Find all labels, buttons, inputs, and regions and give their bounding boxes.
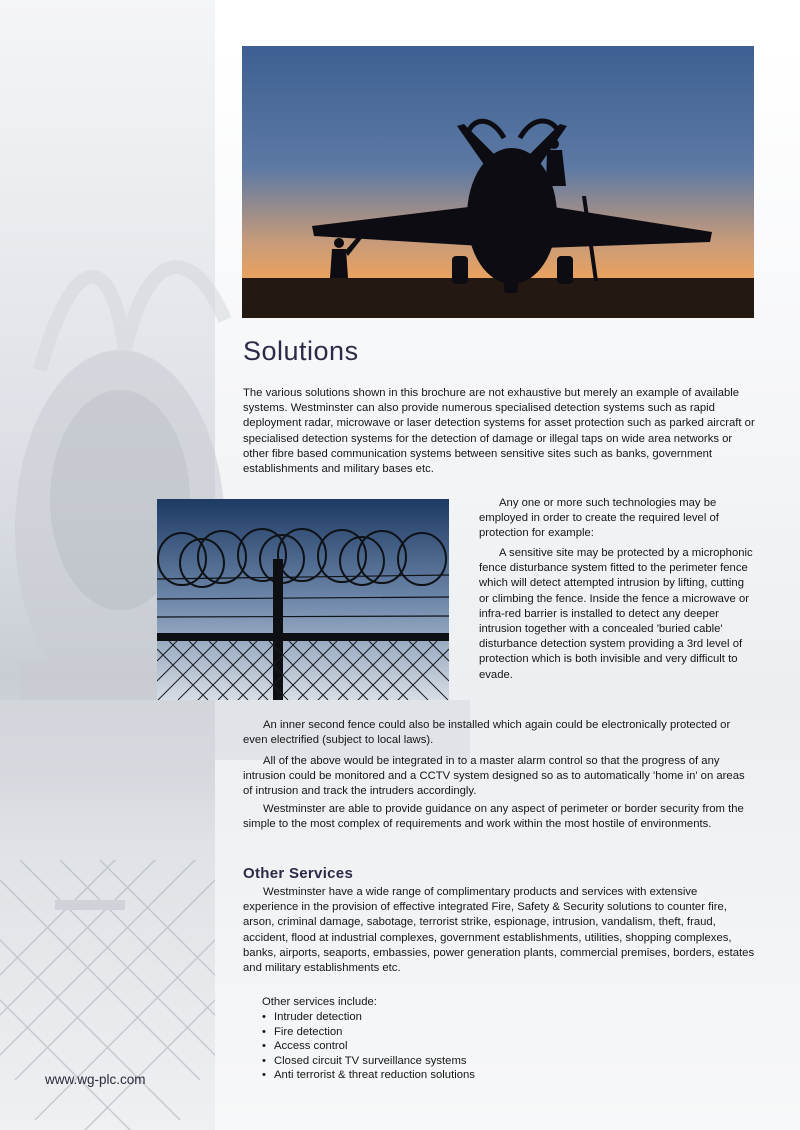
other-services-paragraph: Westminster have a wide range of complimentary products and services with extensive experience in the provision of effective integrated Fire, Safety & Security solutions to counter fire, arson, criminal damage, sabotage, terrorist strike, espionage, intrusion, vandalism, theft, fraud, accident, flood at industrial complexes, government establishments, utilities, shopping complexes, banks, airports, seaports, embassies, power generation plants, commercial premises, borders, estates and military establishments etc. xyxy=(243,886,755,975)
razor-wire-fence-photo xyxy=(157,499,449,700)
alarm-control-paragraph: All of the above would be integrated in to a master alarm control so that the progress of any intrusion could be monitored and a CCTV system designed so as to automatically 'home in' on areas of intrusion and track the intruders accordingly. xyxy=(243,755,745,798)
inner-fence-paragraph: An inner second fence could also be installed which again could be electronically protected or even electrified (subject to local laws). xyxy=(243,719,731,747)
list-item: • Intruder detection xyxy=(262,1010,475,1025)
services-list-intro: Other services include: xyxy=(262,996,377,1008)
hero-jet-photo xyxy=(242,46,754,318)
services-list xyxy=(262,1010,475,1083)
guidance-paragraph: Westminster are able to provide guidance on any aspect of perimeter or border security from the simple to the most complex of requirements and work within the most hostile of environments. xyxy=(243,803,744,831)
list-item: • Access control xyxy=(262,1039,475,1054)
other-services-heading: Other Services xyxy=(243,865,354,882)
list-item: • Anti terrorist & threat reduction solutions xyxy=(262,1068,475,1083)
background-top-strip xyxy=(215,0,800,44)
website-link[interactable]: www.wg-plc.com xyxy=(45,1072,146,1087)
background-fence-illustration xyxy=(0,860,215,1130)
intro-paragraph: The various solutions shown in this brochure are not exhaustive but merely an example of available systems. Westminster can also provide numerous specialised detection systems such as rapid deployment radar, microwave or laser detection systems for asset protection such as parked aircraft or specialised detection systems for the detection of damage or illegal taps on wide area networks or other fibre based communication systems between sensitive sites such as banks, government establishments and military bases etc. xyxy=(243,387,755,476)
sensitive-site-paragraph: A sensitive site may be protected by a microphonic fence disturbance system fitted to the perimeter fence which will detect attempted intrusion by lifting, cutting or climbing the fence. Inside the fence a microwave or infra-red barrier is installed to detect any deeper intrusion together with a concealed 'buried cable' disturbance detection system providing a 3rd level of protection which is both invisible and very difficult to evade. xyxy=(479,547,753,681)
list-item: • Fire detection xyxy=(262,1025,475,1040)
page-title: Solutions xyxy=(243,336,359,366)
list-item: • Closed circuit TV surveillance systems xyxy=(262,1054,475,1069)
protection-example-paragraph: Any one or more such technologies may be employed in order to create the required level of protection for example: xyxy=(479,497,719,540)
